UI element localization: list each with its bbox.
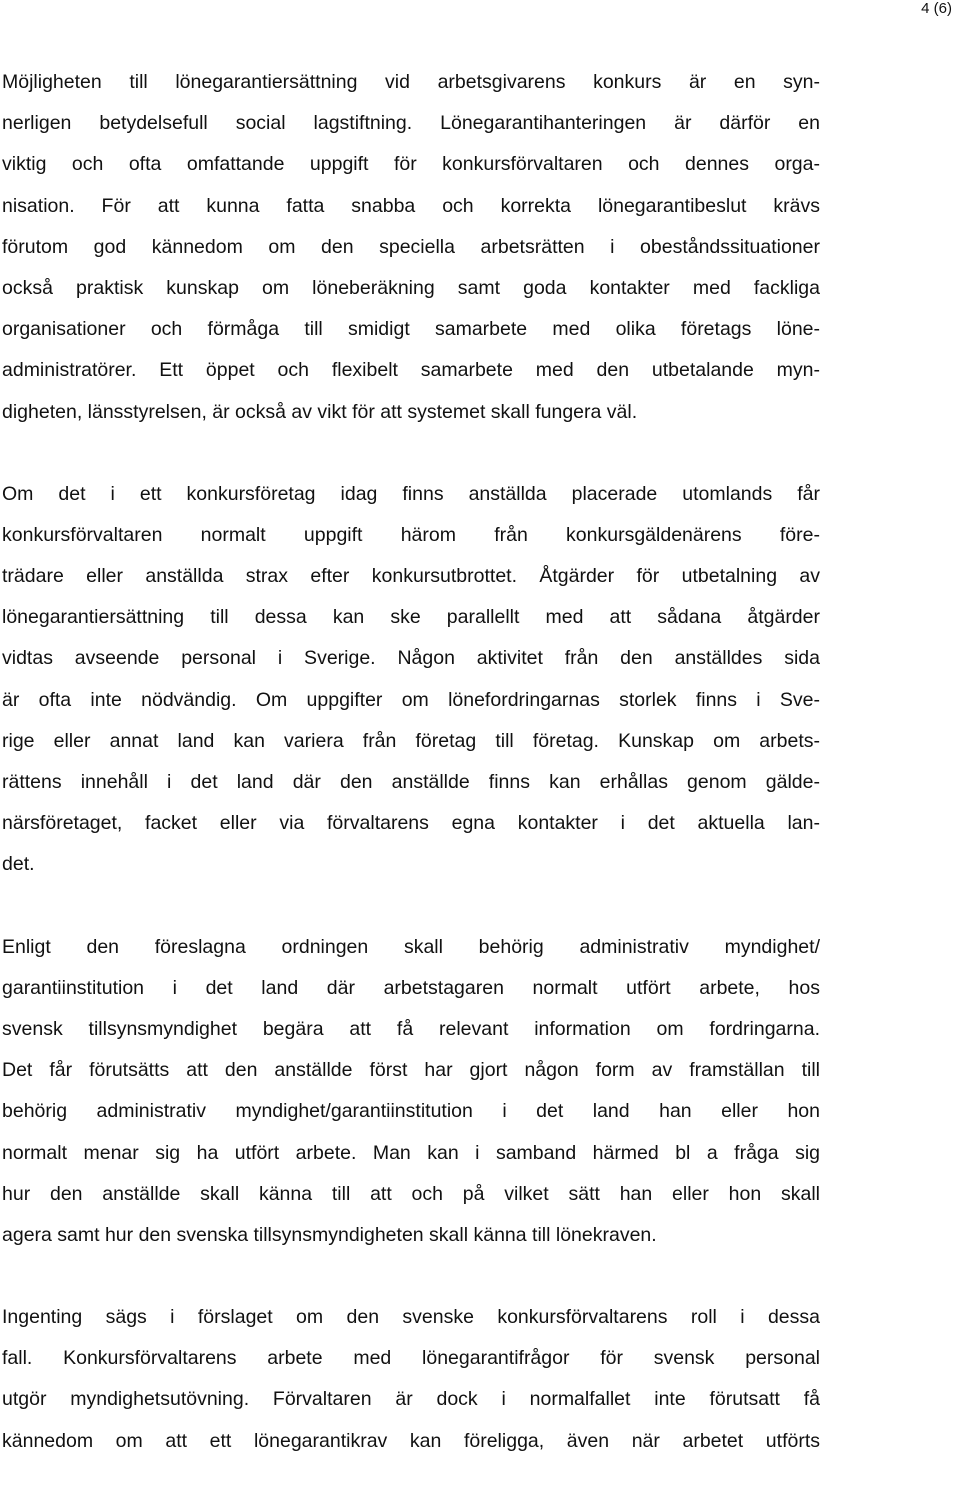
text-line: närsföretaget, facket eller via förvaltarens egna kontakter i det aktuella lan- <box>2 812 820 835</box>
text-line: normalt menar sig ha utfört arbete. Man kan i samband härmed bl a fråga sig <box>2 1141 820 1164</box>
paragraph <box>2 62 820 433</box>
text-line: nerligen betydelsefull social lagstiftning. Lönegarantihanteringen är därför en <box>2 112 820 135</box>
text-line: organisationer och förmåga till smidigt samarbete med olika företags löne- <box>2 318 820 341</box>
text-line: lönegarantiersättning till dessa kan ske parallellt med att sådana åtgärder <box>2 606 820 629</box>
text-line: är ofta inte nödvändig. Om uppgifter om lönefordringarnas storlek finns i Sve- <box>2 688 820 711</box>
document-body <box>2 62 820 1503</box>
text-line: nisation. För att kunna fatta snabba och korrekta lönegarantibeslut krävs <box>2 194 820 217</box>
text-line: trädare eller anställda strax efter konkursutbrottet. Åtgärder för utbetalning av <box>2 565 820 588</box>
text-line: Det får förutsätts att den anställde först har gjort någon form av framställan till <box>2 1059 820 1082</box>
text-line: hur den anställde skall känna till att och på vilket sätt han eller hon skall <box>2 1182 820 1205</box>
page-number: 4 (6) <box>921 0 952 17</box>
text-line: det. <box>2 853 35 876</box>
text-line: konkursförvaltaren normalt uppgift härom från konkursgäldenärens före- <box>2 523 820 546</box>
text-line: agera samt hur den svenska tillsynsmyndigheten skall känna till lönekraven. <box>2 1223 657 1246</box>
text-line: också praktisk kunskap om löneberäkning samt goda kontakter med fackliga <box>2 276 820 299</box>
text-line: förutom god kännedom om den speciella arbetsrätten i obeståndssituationer <box>2 235 820 258</box>
paragraph <box>2 1297 820 1462</box>
text-line: fall. Konkursförvaltarens arbete med lönegarantifrågor för svensk personal <box>2 1347 820 1370</box>
text-line: administratörer. Ett öppet och flexibelt samarbete med den utbetalande myn- <box>2 359 820 382</box>
text-line: Enligt den föreslagna ordningen skall behörig administrativ myndighet/ <box>2 935 820 958</box>
text-line: Möjligheten till lönegarantiersättning vid arbetsgivarens konkurs är en syn- <box>2 71 820 93</box>
text-line: rige eller annat land kan variera från företag till företag. Kunskap om arbets- <box>2 729 820 752</box>
text-line: kännedom om att ett lönegarantikrav kan föreligga, även när arbetet utförts <box>2 1429 820 1452</box>
text-line: utgör myndighetsutövning. Förvaltaren är dock i normalfallet inte förutsatt få <box>2 1388 820 1411</box>
text-line: svensk tillsynsmyndighet begära att få relevant information om fordringarna. <box>2 1017 820 1040</box>
text-line: viktig och ofta omfattande uppgift för konkursförvaltaren och dennes orga- <box>2 153 820 176</box>
paragraph <box>2 927 820 1257</box>
text-line: vidtas avseende personal i Sverige. Någon aktivitet från den anställdes sida <box>2 647 820 670</box>
paragraph <box>2 474 820 886</box>
text-line: Ingenting sägs i förslaget om den svenske konkursförvaltarens roll i dessa <box>2 1306 820 1329</box>
text-line: garantiinstitution i det land där arbetstagaren normalt utfört arbete, hos <box>2 976 820 999</box>
text-line: rättens innehåll i det land där den anställde finns kan erhållas genom gälde- <box>2 771 820 793</box>
text-line: Om det i ett konkursföretag idag finns anställda placerade utomlands får <box>2 482 820 505</box>
text-line: behörig administrativ myndighet/garantiinstitution i det land han eller hon <box>2 1100 820 1123</box>
text-line: digheten, länsstyrelsen, är också av vikt för att systemet skall fungera väl. <box>2 400 638 423</box>
